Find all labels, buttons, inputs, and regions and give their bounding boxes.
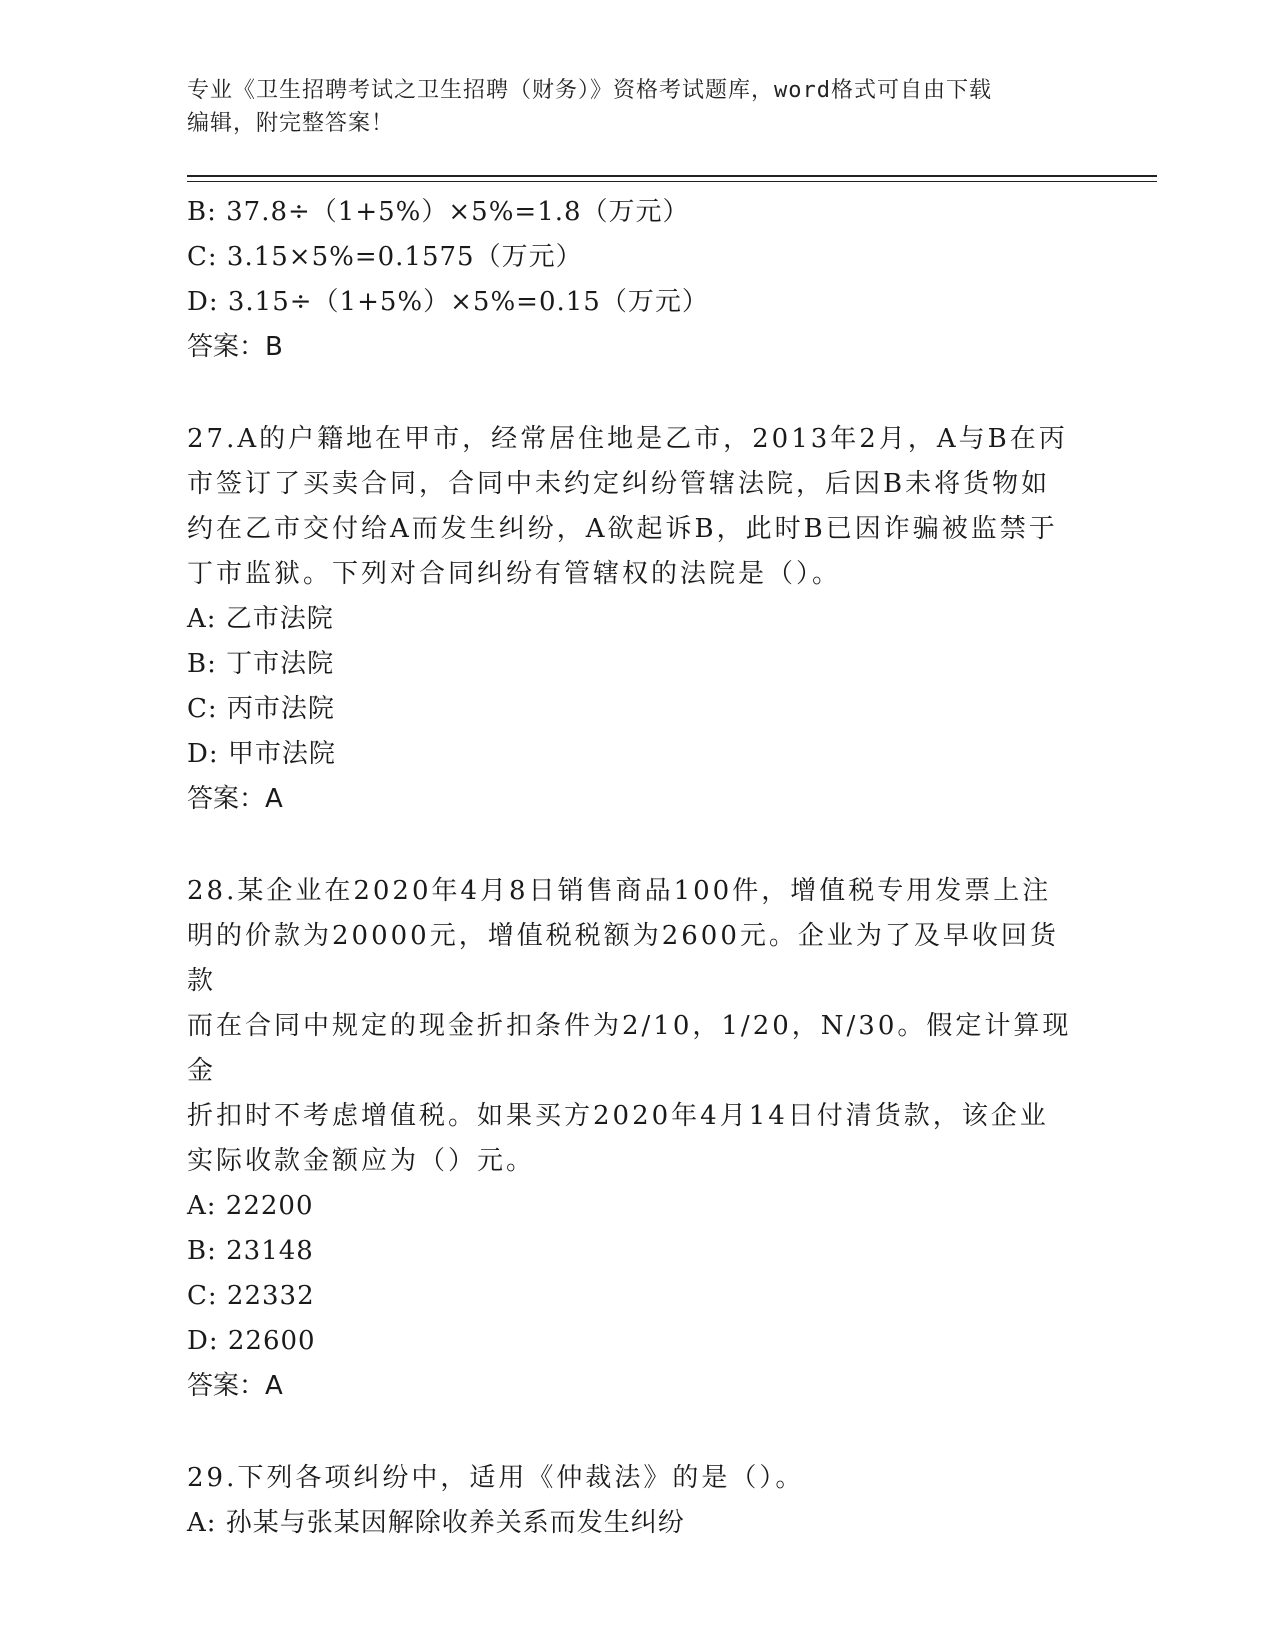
question-27 <box>187 417 1087 822</box>
question-stem-line: 丁市监狱。下列对合同纠纷有管辖权的法院是（）。 <box>187 559 842 589</box>
option-d: D: 甲市法院 <box>187 739 336 769</box>
question-stem-line: 明的价款为20000元，增值税税额为2600元。企业为了及早收回货款 <box>187 921 1059 996</box>
answer: 答案：B <box>187 332 283 362</box>
option-d: D: 22600 <box>187 1326 316 1356</box>
question-stem-line: 29.下列各项纠纷中，适用《仲裁法》的是（）。 <box>187 1463 805 1493</box>
option-a: A: 乙市法院 <box>187 604 334 634</box>
prev-question <box>187 190 1087 370</box>
question-29 <box>187 1456 1087 1546</box>
option-c: C: 22332 <box>187 1281 315 1311</box>
option-a: A: 孙某与张某因解除收养关系而发生纠纷 <box>187 1508 685 1538</box>
header-line-1: 专业《卫生招聘考试之卫生招聘（财务）》资格考试题库，word格式可自由下载 <box>187 78 992 103</box>
question-stem-line: 实际收款金额应为（）元。 <box>187 1146 536 1176</box>
question-stem-line: 27.A的户籍地在甲市，经常居住地是乙市，2013年2月，A与B在丙 <box>187 424 1068 454</box>
option-c: C: 3.15×5%=0.1575（万元） <box>187 242 583 272</box>
question-28 <box>187 869 1087 1409</box>
option-a: A: 22200 <box>187 1191 314 1221</box>
answer: 答案：A <box>187 784 283 814</box>
question-stem-line: 28.某企业在2020年4月8日销售商品100件，增值税专用发票上注 <box>187 876 1052 906</box>
option-b: B: 丁市法院 <box>187 649 335 679</box>
option-c: C: 丙市法院 <box>187 694 335 724</box>
option-d: D: 3.15÷（1+5%）×5%=0.15（万元） <box>187 287 709 317</box>
question-stem-line: 折扣时不考虑增值税。如果买方2020年4月14日付清货款，该企业 <box>187 1101 1049 1131</box>
option-b: B: 23148 <box>187 1236 314 1266</box>
answer: 答案：A <box>187 1371 283 1401</box>
header-line-2: 编辑，附完整答案！ <box>187 111 395 136</box>
option-b: B: 37.8÷（1+5%）×5%=1.8（万元） <box>187 197 690 227</box>
question-stem-line: 市签订了买卖合同，合同中未约定纠纷管辖法院，后因B未将货物如 <box>187 469 1051 499</box>
question-stem-line: 而在合同中规定的现金折扣条件为2/10，1/20，N/30。假定计算现金 <box>187 1011 1072 1086</box>
document-header <box>187 74 1087 140</box>
question-stem-line: 约在乙市交付给A而发生纠纷，A欲起诉B，此时B已因诈骗被监禁于 <box>187 514 1058 544</box>
question-content <box>187 190 1087 1546</box>
header-rule-thin <box>187 181 1157 182</box>
header-rule-thick <box>187 175 1157 177</box>
